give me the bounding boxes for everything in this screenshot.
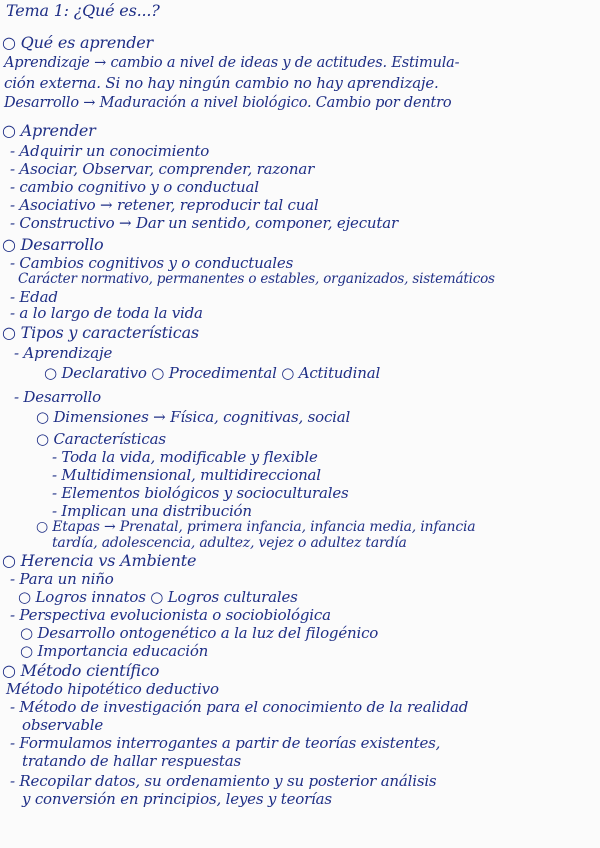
list-item: - Cambios cognitivos y o conductuales: [10, 254, 294, 272]
list-item: - cambio cognitivo y o conductual: [10, 178, 259, 196]
list-item: ○ Declarativo ○ Procedimental ○ Actitudinal: [44, 364, 381, 382]
note-line: observable: [22, 716, 104, 734]
list-item: - Aprendizaje: [14, 344, 113, 362]
note-line: y conversión en principios, leyes y teorías: [22, 790, 332, 808]
note-line: tratando de hallar respuestas: [22, 752, 241, 770]
note-line: Aprendizaje → cambio a nivel de ideas y de actitudes. Estimula-: [4, 55, 460, 71]
list-item: - Multidimensional, multidireccional: [52, 466, 321, 484]
list-item: - Adquirir un conocimiento: [10, 142, 210, 160]
section-heading: ○ Herencia vs Ambiente: [2, 551, 197, 570]
section-heading: ○ Qué es aprender: [2, 33, 153, 52]
note-line: ción externa. Si no hay ningún cambio no hay aprendizaje.: [4, 74, 439, 92]
list-item: ○ Importancia educación: [20, 642, 209, 660]
note-line: Método hipotético deductivo: [6, 680, 219, 698]
list-item: ○ Desarrollo ontogenético a la luz del filogénico: [20, 624, 379, 642]
list-item: - Desarrollo: [14, 388, 101, 406]
list-item: - Edad: [10, 288, 58, 306]
list-item: ○ Logros innatos ○ Logros culturales: [18, 588, 298, 606]
list-item: - Asociativo → retener, reproducir tal cual: [10, 196, 319, 214]
list-item: - Implican una distribución: [52, 502, 252, 520]
list-item: ○ Características: [36, 430, 166, 448]
list-item: - Asociar, Observar, comprender, razonar: [10, 160, 315, 178]
list-item: - Recopilar datos, su ordenamiento y su posterior análisis: [10, 772, 437, 790]
list-item: - Método de investigación para el conocimiento de la realidad: [10, 698, 469, 716]
list-item: ○ Etapas → Prenatal, primera infancia, infancia media, infancia: [36, 519, 476, 535]
section-heading: ○ Método científico: [2, 661, 160, 680]
section-heading: ○ Tipos y características: [2, 323, 199, 342]
page-heading: Tema 1: ¿Qué es...?: [6, 1, 160, 20]
list-item: - Para un niño: [10, 570, 114, 588]
note-line: tardía, adolescencia, adultez, vejez o adultez tardía: [52, 535, 407, 551]
note-line: Desarrollo → Maduración a nivel biológico. Cambio por dentro: [4, 95, 452, 111]
section-heading: ○ Aprender: [2, 121, 96, 140]
note-line: Carácter normativo, permanentes o estables, organizados, sistemáticos: [18, 271, 495, 287]
list-item: ○ Dimensiones → Física, cognitivas, social: [36, 408, 351, 426]
list-item: - Perspectiva evolucionista o sociobiológica: [10, 606, 331, 624]
list-item: - a lo largo de toda la vida: [10, 304, 203, 322]
section-heading: ○ Desarrollo: [2, 235, 104, 254]
list-item: - Elementos biológicos y socioculturales: [52, 484, 349, 502]
list-item: - Formulamos interrogantes a partir de teorías existentes,: [10, 734, 441, 752]
list-item: - Constructivo → Dar un sentido, componer, ejecutar: [10, 214, 398, 232]
list-item: - Toda la vida, modificable y flexible: [52, 448, 318, 466]
